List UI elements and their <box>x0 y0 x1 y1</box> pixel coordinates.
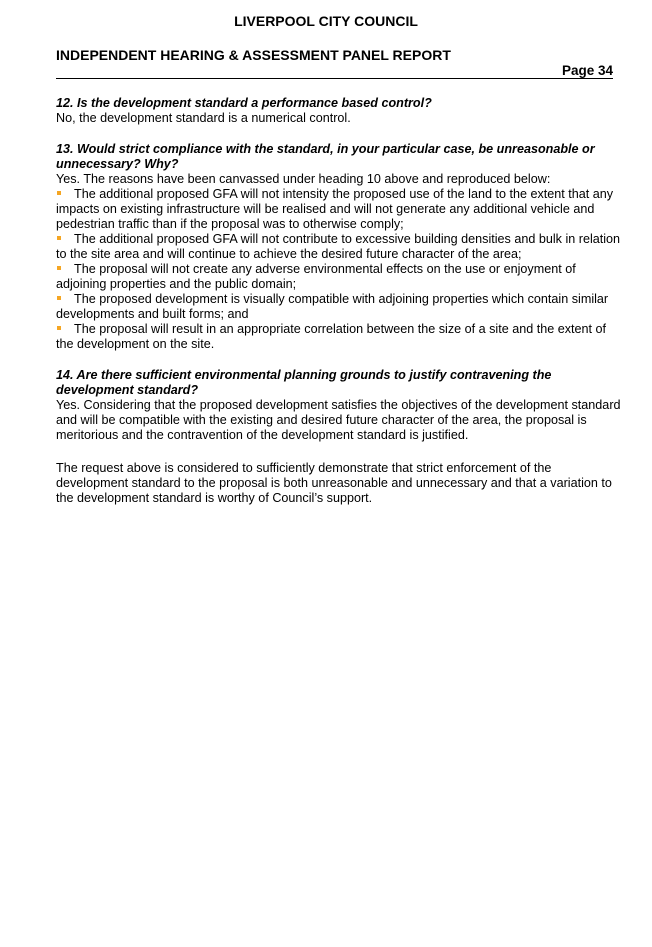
bullet-square-icon <box>57 191 61 195</box>
list-item <box>56 187 621 232</box>
answer-text: No, the development standard is a numerical control. <box>56 111 351 125</box>
page-number: Page 34 <box>561 63 613 78</box>
list-item-text: The additional proposed GFA will not contribute to excessive building densities and bulk in relation to the site area and will continue to achieve the desired future character of the area; <box>56 232 621 261</box>
answer-text: Yes. Considering that the proposed development satisfies the objectives of the development standard and will be compatible with the existing and desired future character of the area, the proposal is meritorious and the contravention of the development standard is justified. <box>56 398 621 442</box>
closing-paragraph: The request above is considered to sufficiently demonstrate that strict enforcement of the development standard to the proposal is both unreasonable and unnecessary and that a variation to the development standard is worthy of Council’s support. <box>56 461 612 505</box>
list-item <box>56 292 621 322</box>
section-q12 <box>56 96 621 126</box>
list-item-text: The proposal will result in an appropriate correlation between the size of a site and the extent of the development on the site. <box>56 322 607 351</box>
answer-text: Yes. The reasons have been canvassed under heading 10 above and reproduced below: <box>56 172 551 186</box>
report-body <box>56 96 621 506</box>
bullet-square-icon <box>57 236 61 240</box>
bullet-square-icon <box>57 326 61 330</box>
section-q14 <box>56 368 621 443</box>
question-heading: 12. Is the development standard a performance based control? <box>56 96 432 110</box>
list-item <box>56 322 621 352</box>
bullet-square-icon <box>57 266 61 270</box>
header-divider <box>56 78 613 79</box>
list-item-text: The additional proposed GFA will not intensity the proposed use of the land to the extent that any impacts on existing infrastructure will be realised and will not generate any additional vehicle and pedestrian traffic than if the proposal was to otherwise comply; <box>56 187 614 231</box>
list-item <box>56 232 621 262</box>
list-item-text: The proposal will not create any adverse environmental effects on the use or enjoyment of adjoining properties and the public domain; <box>56 262 576 291</box>
question-heading: 13. Would strict compliance with the standard, in your particular case, be unreasonable or unnecessary? Why? <box>56 142 595 171</box>
reasons-list <box>56 187 621 352</box>
bullet-square-icon <box>57 296 61 300</box>
list-item-text: The proposed development is visually compatible with adjoining properties which contain similar developments and built forms; and <box>56 292 609 321</box>
council-title: LIVERPOOL CITY COUNCIL <box>234 13 418 29</box>
question-heading: 14. Are there sufficient environmental planning grounds to justify contravening the development standard? <box>56 368 552 397</box>
report-title: INDEPENDENT HEARING & ASSESSMENT PANEL REPORT <box>56 47 451 63</box>
section-q13 <box>56 142 621 352</box>
list-item <box>56 262 621 292</box>
